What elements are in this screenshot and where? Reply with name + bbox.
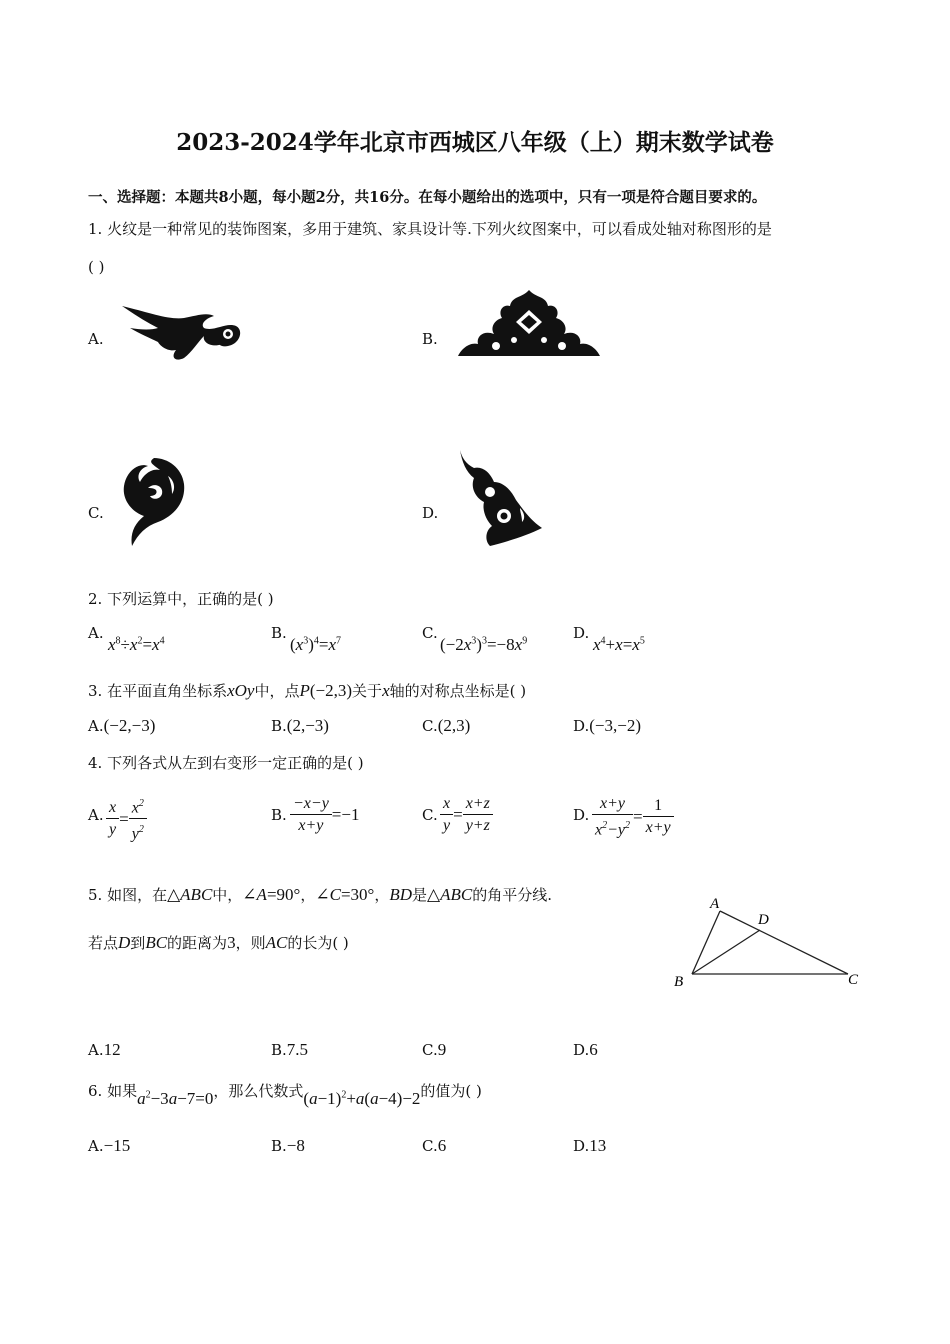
q6-option-b: B.−8 — [271, 1136, 305, 1155]
fire-pattern-d-image — [456, 448, 546, 550]
q2-option-c-label: C. — [422, 624, 438, 642]
q5-option-a: A.12 — [88, 1040, 121, 1059]
q2-option-a-label: A. — [88, 624, 104, 642]
q4-option-c-label: C. — [422, 806, 438, 824]
q1-option-b-label: B. — [422, 330, 438, 348]
q6-option-d: D.13 — [573, 1136, 607, 1155]
q2-option-d-label: D. — [573, 624, 590, 642]
q3-stem: 3. 在平面直角坐标系xOy中，点P(−2,3)关于x轴的对称点坐标是( ) — [88, 681, 527, 700]
q3-option-d-value: (−3,−2) — [589, 716, 642, 735]
q4-option-b-math: $\frac{-x-y}{x+y}$ =−1 — [290, 794, 359, 837]
q5-option-b-value: 7.5 — [286, 1040, 309, 1059]
q5-option-c: C.9 — [422, 1040, 447, 1059]
q2-option-a-math: $x^8\div x^2=x^4$ — [108, 635, 165, 654]
q4-option-b-label: B. — [271, 806, 287, 824]
q5-option-a-value: 12 — [103, 1040, 121, 1059]
q3-option-a: A.(−2,−3) — [88, 716, 156, 735]
q6-option-a: A.−15 — [88, 1136, 131, 1155]
q6-option-b-value: −8 — [286, 1136, 305, 1155]
page-title: 2023-2024学年北京市西城区八年级（上）期末数学试卷 — [176, 129, 774, 156]
q6-option-d-value: 13 — [589, 1136, 607, 1155]
q2-option-b-math: $(x^3)^4=x^7$ — [290, 635, 342, 654]
vertex-b-label: B — [674, 974, 684, 990]
vertex-a-label: A — [710, 896, 720, 912]
q5-option-c-value: 9 — [437, 1040, 447, 1059]
triangle-figure — [670, 890, 870, 990]
q3-option-a-value: (−2,−3) — [103, 716, 156, 735]
vertex-c-label: C — [848, 972, 859, 988]
q3-option-b-value: (2,−3) — [286, 716, 329, 735]
q5-stem-line2: 若点D到BC的距离为3，则AC的长为( ) — [88, 933, 349, 952]
q1-option-c-label: C. — [88, 504, 104, 522]
q1-option-a-label: A. — [88, 330, 104, 348]
q4-option-c-math: $\frac{x}{y}$ = $\frac{x+z}{y+z}$ — [440, 794, 493, 837]
q3-option-c: C.(2,3) — [422, 716, 471, 735]
q4-option-d-label: D. — [573, 806, 590, 824]
q4-option-d-math: $\frac{x+y}{x^2-y^2}$ = $\frac{1}{x+y}$ — [592, 794, 674, 841]
q2-option-c-math: $(-2x^3)^3=-8x^9$ — [440, 635, 528, 654]
q4-stem: 4. 下列各式从左到右变形一定正确的是( ) — [88, 754, 364, 772]
q1-paren: ( ) — [88, 258, 105, 276]
q3-option-b: B.(2,−3) — [271, 716, 329, 735]
q2-option-d-math: $x^4+x=x^5$ — [593, 635, 645, 654]
fire-pattern-c-image — [118, 454, 190, 550]
q2-option-b-label: B. — [271, 624, 287, 642]
fire-pattern-b-image — [456, 288, 602, 360]
q5-option-b: B.7.5 — [271, 1040, 309, 1059]
q6-stem: 6. 如果$a^2-3a-7=0$，那么代数式$(a-1)^2+a(a-4)-2$的值为( ) — [88, 1082, 482, 1108]
fire-pattern-a-image — [118, 298, 244, 364]
q5-option-d: D.6 — [573, 1040, 598, 1059]
q3-option-c-value: (2,3) — [437, 716, 471, 735]
section-header: 一、选择题：本题共8小题，每小题2分，共16分。在每小题给出的选项中，只有一项是符合题目要求的。 — [88, 189, 767, 206]
q6-option-c-value: 6 — [437, 1136, 447, 1155]
q1-stem: 1. 火纹是一种常见的装饰图案，多用于建筑、家具设计等.下列火纹图案中，可以看成处轴对称图形的是 — [88, 220, 772, 238]
q6-option-c: C.6 — [422, 1136, 447, 1155]
q4-option-a-label: A. — [88, 806, 104, 824]
q2-stem: 2. 下列运算中，正确的是( ) — [88, 590, 274, 608]
vertex-d-label: D — [758, 912, 769, 928]
q1-option-d-label: D. — [422, 504, 439, 522]
q3-option-d: D.(−3,−2) — [573, 716, 642, 735]
q4-option-a-math: $\frac{x}{y}$ = $\frac{x^2}{y^2}$ — [106, 794, 147, 846]
q5-stem-line1: 5. 如图，在△ABC中，∠A=90°，∠C=30°，BD是△ABC的角平分线. — [88, 885, 552, 904]
q6-option-a-value: −15 — [103, 1136, 131, 1155]
q5-option-d-value: 6 — [589, 1040, 598, 1059]
